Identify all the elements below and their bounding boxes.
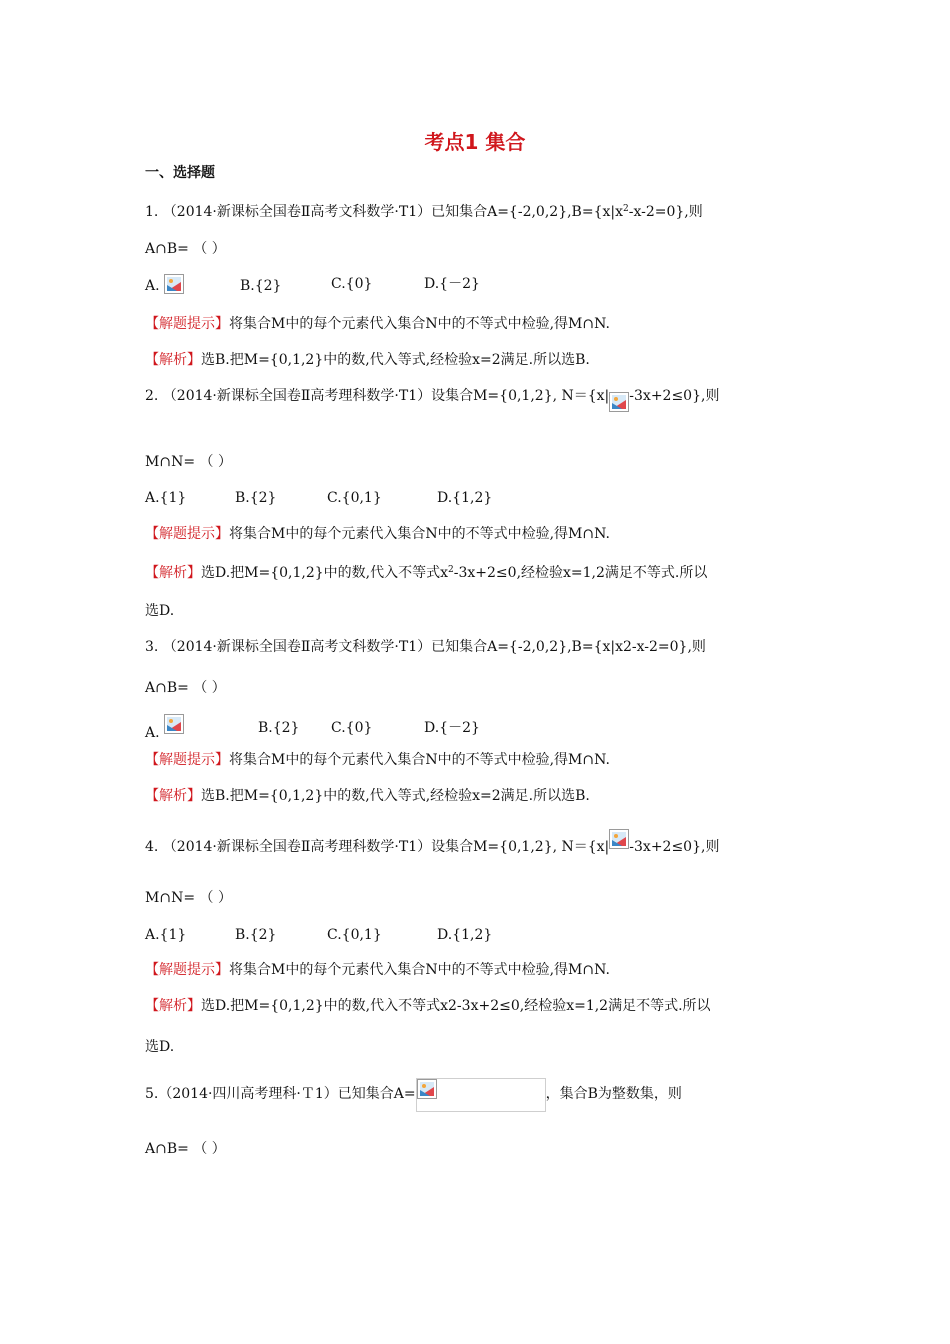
q3-option-d: D.{－2} — [424, 720, 480, 736]
q3-hint — [145, 750, 610, 770]
q3-stem-line2: A∩B= （ ） — [145, 680, 226, 696]
q4-analysis-text: 选D.把M={0,1,2}中的数,代入不等式x2-3x+2≤0,经检验x=1,2满足不等式.所以 — [201, 998, 711, 1014]
q1-analysis — [145, 350, 590, 370]
q2-analysis-line2: 选D. — [145, 603, 175, 619]
q1-analysis-text: 选B.把M={0,1,2}中的数,代入等式,经检验x=2满足.所以选B. — [201, 352, 590, 368]
q4-option-c: C.{0,1} — [327, 927, 382, 943]
q1-stem-line2: A∩B= （ ） — [145, 241, 226, 257]
q1-option-a-label: A. — [145, 278, 160, 294]
q1-stem-text: 1. （2014·新课标全国卷Ⅱ高考文科数学·T1）已知集合A={-2,0,2},B={x|x — [145, 204, 623, 220]
q1-option-d: D.{－2} — [424, 276, 480, 292]
q4-option-d: D.{1,2} — [437, 927, 493, 943]
q1-option-a — [145, 274, 184, 296]
hint-label: 【解题提示】 — [145, 752, 229, 768]
q2-hint — [145, 524, 610, 544]
q2-analysis-text: 选D.把M={0,1,2}中的数,代入不等式x — [201, 565, 449, 581]
q4-stem-end: -3x+2≤0},则 — [629, 839, 720, 855]
q2-stem — [145, 386, 719, 412]
q2-option-b: B.{2} — [235, 490, 277, 506]
q2-option-c: C.{0,1} — [327, 490, 382, 506]
q4-analysis — [145, 996, 711, 1016]
q2-hint-text: 将集合M中的每个元素代入集合N中的不等式中检验,得M∩N. — [229, 526, 610, 542]
q1-hint-text: 将集合M中的每个元素代入集合N中的不等式中检验,得M∩N. — [229, 316, 610, 332]
q5-stem-text: 5.（2014·四川高考理科·Ｔ1）已知集合A= — [145, 1086, 416, 1102]
q3-option-a — [145, 714, 184, 743]
q4-hint — [145, 960, 610, 980]
q2-superscript: 2 — [448, 565, 454, 575]
q4-analysis-line2: 选D. — [145, 1039, 175, 1055]
q3-analysis — [145, 786, 590, 806]
hint-label: 【解题提示】 — [145, 316, 229, 332]
q5-stem-line2: A∩B= （ ） — [145, 1141, 226, 1157]
q5-stem — [145, 1078, 682, 1112]
q2-stem-end: -3x+2≤0},则 — [629, 388, 720, 404]
q1-option-b: B.{2} — [240, 278, 282, 294]
q5-formula-box — [416, 1078, 546, 1112]
q2-option-d: D.{1,2} — [437, 490, 493, 506]
q2-analysis — [145, 560, 707, 583]
q4-option-b: B.{2} — [235, 927, 277, 943]
q4-stem-text: 4. （2014·新课标全国卷Ⅱ高考理科数学·T1）设集合M={0,1,2}, N＝{x| — [145, 839, 610, 855]
analysis-label: 【解析】 — [145, 788, 201, 804]
broken-image-icon — [417, 1079, 437, 1099]
q2-analysis-end: -3x+2≤0,经检验x=1,2满足不等式.所以 — [453, 565, 708, 581]
q3-option-c: C.{0} — [331, 720, 373, 736]
q1-superscript: 2 — [623, 204, 629, 214]
q3-hint-text: 将集合M中的每个元素代入集合N中的不等式中检验,得M∩N. — [229, 752, 610, 768]
broken-image-icon — [164, 274, 184, 294]
q3-option-b: B.{2} — [258, 720, 300, 736]
q2-stem-line2: M∩N= （ ） — [145, 454, 232, 470]
hint-label: 【解题提示】 — [145, 526, 229, 542]
q3-analysis-text: 选B.把M={0,1,2}中的数,代入等式,经检验x=2满足.所以选B. — [201, 788, 590, 804]
q2-option-a: A.{1} — [145, 490, 187, 506]
broken-image-icon — [164, 714, 184, 734]
q4-stem — [145, 829, 719, 857]
broken-image-icon — [609, 829, 629, 849]
q1-stem-end: -x-2=0},则 — [628, 204, 703, 220]
broken-image-icon — [609, 392, 629, 412]
analysis-label: 【解析】 — [145, 998, 201, 1014]
hint-label: 【解题提示】 — [145, 962, 229, 978]
section-heading: 一、选择题 — [145, 165, 215, 181]
q1-stem — [145, 199, 703, 222]
q4-option-a: A.{1} — [145, 927, 187, 943]
analysis-label: 【解析】 — [145, 352, 201, 368]
analysis-label: 【解析】 — [145, 565, 201, 581]
q3-stem: 3. （2014·新课标全国卷Ⅱ高考文科数学·T1）已知集合A={-2,0,2},B={x|x2-x-2=0},则 — [145, 639, 706, 655]
q5-stem-end: ，集合B为整数集，则 — [545, 1086, 682, 1102]
page-title: 考点1 集合 — [424, 130, 526, 154]
q1-hint — [145, 314, 610, 334]
q1-option-c: C.{0} — [331, 276, 373, 292]
q2-stem-text: 2. （2014·新课标全国卷Ⅱ高考理科数学·T1）设集合M={0,1,2}, N＝{x| — [145, 388, 610, 404]
q3-option-a-label: A. — [145, 725, 160, 741]
q4-stem-line2: M∩N= （ ） — [145, 890, 232, 906]
q4-hint-text: 将集合M中的每个元素代入集合N中的不等式中检验,得M∩N. — [229, 962, 610, 978]
